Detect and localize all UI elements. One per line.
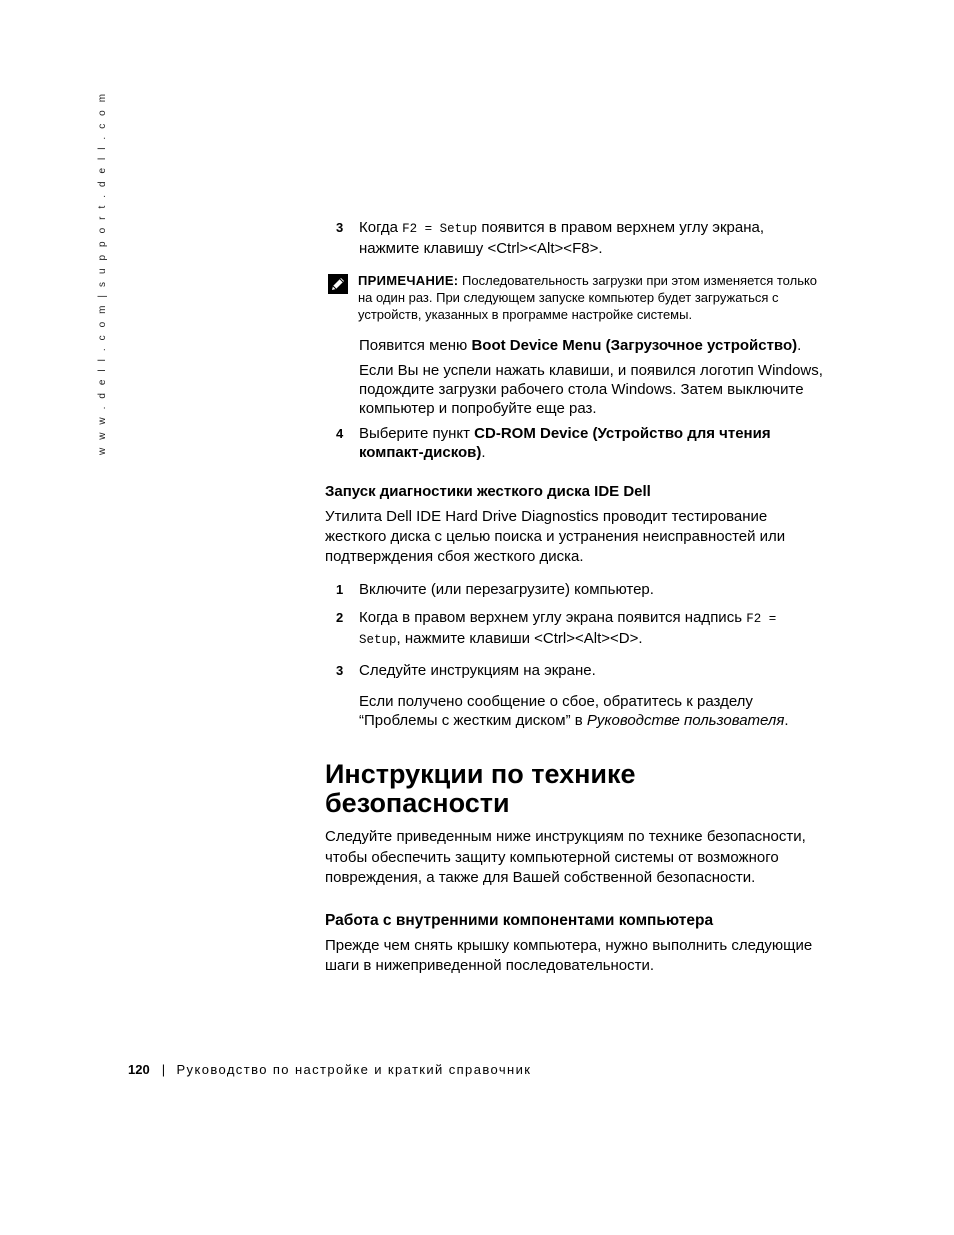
step-text-pre: Когда в правом верхнем углу экрана появится надпись bbox=[359, 609, 747, 626]
step-text: Следуйте инструкциям на экране. bbox=[359, 662, 596, 679]
step-number: 4 bbox=[336, 426, 344, 441]
step-3-setup bbox=[325, 218, 825, 258]
safety-intro: Следуйте приведенным ниже инструкциям по технике безопасности, чтобы обеспечить защиту компьютерной системы от возможного повреждения, а также для Вашей собственной безопасности. bbox=[325, 828, 806, 886]
step-text: Включите (или перезагрузите) компьютер. bbox=[359, 581, 654, 598]
boot-menu-bold: Boot Device Menu (Загрузочное устройство) bbox=[471, 337, 798, 354]
failure-pre: Если получено сообщение о сбое, обратитесь к разделу “Проблемы с жестким диском” в bbox=[359, 693, 753, 729]
note-block bbox=[325, 272, 825, 323]
note-pencil-icon bbox=[328, 274, 348, 294]
ide-step-3 bbox=[325, 661, 825, 680]
ide-step-1 bbox=[325, 580, 825, 599]
safety-heading: Инструкции по технике безопасности bbox=[325, 759, 636, 818]
note-label: ПРИМЕЧАНИЕ: bbox=[358, 273, 459, 288]
step-text-pre: Выберите пункт bbox=[359, 425, 475, 442]
footer-title: Руководство по настройке и краткий справочник bbox=[176, 1062, 532, 1077]
step-text-post: , нажмите клавиши <Ctrl><Alt><D>. bbox=[396, 630, 643, 647]
ide-step-2 bbox=[325, 608, 825, 650]
side-url bbox=[85, 91, 108, 466]
step-number: 3 bbox=[336, 220, 344, 235]
step-bold: CD-ROM Device (Устройство для чтения компакт-дисков) bbox=[359, 425, 771, 461]
step-code: F2 = Setup bbox=[402, 222, 478, 236]
footer-separator: | bbox=[161, 1062, 167, 1077]
step-number: 2 bbox=[336, 610, 344, 625]
ide-intro: Утилита Dell IDE Hard Drive Diagnostics проводит тестирование жесткого диска с целью поиска и устранения неисправностей или подтверждения сбоя жесткого диска. bbox=[325, 508, 786, 565]
windows-para: Если Вы не успели нажать клавиши, и появился логотип Windows, подождите загрузки рабочего стола Windows. Затем выключите компьютер и попробуйте еще раз. bbox=[359, 362, 823, 417]
boot-menu-para bbox=[325, 336, 825, 355]
page-content bbox=[325, 218, 825, 976]
failure-italic: Руководстве пользователя bbox=[586, 712, 785, 729]
boot-menu-post: . bbox=[797, 337, 802, 354]
boot-menu-pre: Появится меню bbox=[359, 337, 472, 354]
step-4-cdrom bbox=[325, 424, 825, 462]
internal-text: Прежде чем снять крышку компьютера, нужно выполнить следующие шаги в нижеприведенной последовательности. bbox=[325, 936, 813, 974]
step-text-post: появится в правом верхнем углу экрана, нажмите клавишу <Ctrl><Alt><F8>. bbox=[359, 219, 764, 257]
page-footer bbox=[128, 1062, 531, 1077]
step-code: F2 = Setup bbox=[359, 612, 777, 647]
page-number: 120 bbox=[128, 1062, 150, 1077]
step-number: 1 bbox=[336, 582, 344, 597]
step-text-post: . bbox=[481, 444, 486, 461]
note-text: Последовательность загрузки при этом изменяется только на один раз. При следующем запуске компьютер будет загружаться с устройств, указанных в программе настройке системы. bbox=[358, 273, 818, 322]
step-text-pre: Когда bbox=[359, 219, 403, 236]
failure-post: . bbox=[784, 712, 789, 729]
step-number: 3 bbox=[336, 663, 344, 678]
failure-para bbox=[325, 692, 825, 730]
internal-heading: Работа с внутренними компонентами компьютера bbox=[325, 911, 714, 929]
ide-heading: Запуск диагностики жесткого диска IDE Dell bbox=[325, 483, 651, 500]
side-url-text: w w w . d e l l . c o m | s u p p o r t . d e l l . c o m bbox=[97, 91, 108, 455]
